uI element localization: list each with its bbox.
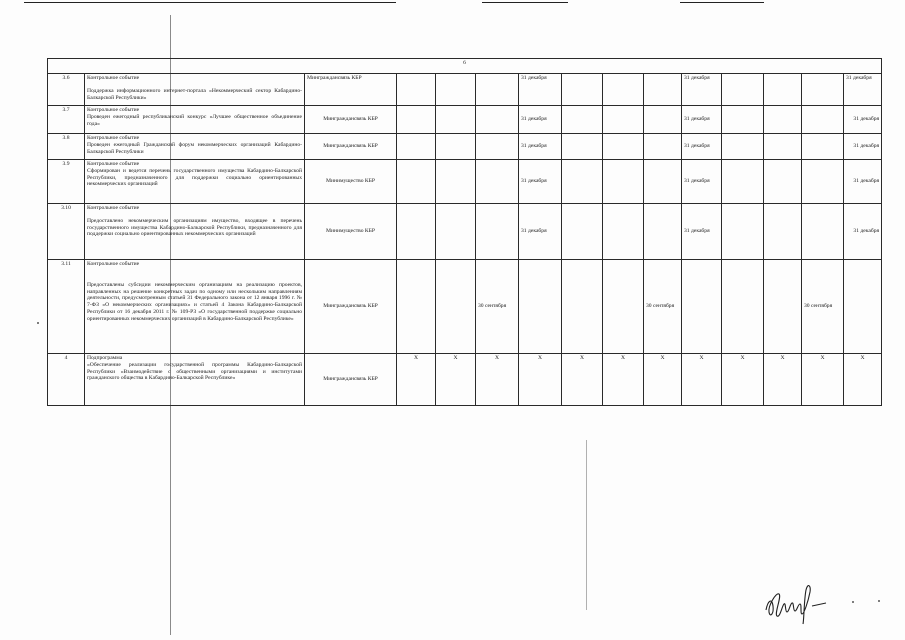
x-mark: X: [764, 354, 802, 406]
scan-speck: [878, 600, 880, 602]
date-cell: [436, 106, 476, 134]
date-cell: [476, 134, 519, 160]
date-cell: [476, 74, 519, 106]
date-cell: [644, 74, 682, 106]
row-executor: Минимущество КБР: [305, 160, 397, 204]
x-mark: X: [844, 354, 882, 406]
date-cell: [722, 74, 764, 106]
row-executor: Минграждансвязь КБР: [305, 134, 397, 160]
x-mark: X: [436, 354, 476, 406]
scan-speck: [852, 601, 854, 603]
schedule-table-body: [48, 59, 882, 406]
date-cell: [764, 260, 802, 354]
x-mark: X: [644, 354, 682, 406]
row-description: [85, 354, 305, 406]
row-text: Проведен ежегодный Гражданский форум некоммерческих организаций Кабардино-Балкарской Республики: [87, 141, 302, 155]
date-cell: 31 декабря: [844, 134, 882, 160]
date-cell: 31 декабря: [682, 160, 722, 204]
date-cell: [764, 160, 802, 204]
date-cell: 31 декабря: [682, 106, 722, 134]
row-description: [85, 260, 305, 354]
date-cell: [436, 160, 476, 204]
date-cell: [562, 74, 603, 106]
date-cell: [722, 160, 764, 204]
table-row: [48, 354, 882, 406]
row-number: 3.7: [48, 106, 85, 134]
row-text: Предоставлены субсидии некоммерческим организациям на реализацию проектов, направленных на решение конкретных задач по одному или нескольким направлениям деятельности, предусмотренным статьей 31 Федерального закона от 12 января 1996 г. № 7-ФЗ «О некоммерческих организациях» и статьей 4 Закона Кабардино-Балкарской Республики от 16 декабря 2011 г. № 109-РЗ «О государственной поддержке социально ориентированных некоммерческих организаций в Кабардино-Балкарской Республике»: [87, 281, 302, 322]
date-cell: [436, 74, 476, 106]
date-cell: [436, 260, 476, 354]
x-mark: X: [722, 354, 764, 406]
row-number: 3.6: [48, 74, 85, 106]
x-mark: X: [802, 354, 844, 406]
date-cell: [764, 74, 802, 106]
row-text: Поддержка информационного интернет-портала «Некоммерческий сектор Кабардино-Балкарской Республики»: [87, 87, 302, 101]
date-cell: [603, 260, 644, 354]
date-cell: [722, 204, 764, 260]
date-cell: [562, 160, 603, 204]
signature-icon: [760, 570, 840, 625]
date-cell: 31 декабря: [844, 204, 882, 260]
date-cell: [644, 160, 682, 204]
scan-speck: [37, 322, 39, 324]
date-cell: 31 декабря: [844, 74, 882, 106]
date-cell: [764, 106, 802, 134]
page-number: 6: [48, 59, 882, 74]
date-cell: [644, 106, 682, 134]
page-number-row: [48, 59, 882, 74]
row-executor: Минграждансвязь КБР: [305, 106, 397, 134]
date-cell: [764, 134, 802, 160]
x-mark: X: [682, 354, 722, 406]
date-cell: [397, 74, 436, 106]
date-cell: [476, 160, 519, 204]
row-description: [85, 106, 305, 134]
date-cell: [436, 204, 476, 260]
date-cell: 30 сентября: [476, 260, 519, 354]
x-mark: X: [397, 354, 436, 406]
date-cell: [397, 160, 436, 204]
date-cell: 30 сентября: [802, 260, 844, 354]
row-number: 3.10: [48, 204, 85, 260]
row-description: [85, 134, 305, 160]
date-cell: [722, 134, 764, 160]
date-cell: [397, 134, 436, 160]
row-label: Контрольное событие: [87, 135, 140, 141]
row-description: [85, 74, 305, 106]
schedule-table: [47, 58, 882, 406]
row-label: Подпрограмма: [87, 355, 123, 361]
date-cell: [397, 204, 436, 260]
date-cell: 31 декабря: [682, 74, 722, 106]
date-cell: [603, 134, 644, 160]
date-cell: [603, 106, 644, 134]
date-cell: [802, 160, 844, 204]
date-cell: [802, 204, 844, 260]
date-cell: 31 декабря: [844, 160, 882, 204]
x-mark: X: [562, 354, 603, 406]
scan-top-line-mid: [482, 2, 568, 3]
row-number: 3.9: [48, 160, 85, 204]
scan-top-line-left: [24, 2, 396, 3]
row-label: Контрольное событие: [87, 161, 140, 167]
date-cell: [476, 106, 519, 134]
row-number: 3.8: [48, 134, 85, 160]
date-cell: 31 декабря: [519, 204, 562, 260]
row-number: 4: [48, 354, 85, 406]
date-cell: [603, 74, 644, 106]
row-label: Контрольное событие: [87, 261, 140, 267]
row-description: [85, 204, 305, 260]
date-cell: [397, 260, 436, 354]
row-executor: Минимущество КБР: [305, 204, 397, 260]
date-cell: 31 декабря: [682, 134, 722, 160]
row-text: «Обеспечение реализации государственной программы Кабардино-Балкарской Республики «Взаимодействие с общественными организациями и институтами гражданского общества в Кабардино-Балкарской Республике»: [87, 361, 302, 382]
date-cell: [562, 204, 603, 260]
date-cell: [397, 106, 436, 134]
date-cell: 31 декабря: [519, 160, 562, 204]
date-cell: 31 декабря: [519, 106, 562, 134]
date-cell: [722, 260, 764, 354]
date-cell: 31 декабря: [682, 204, 722, 260]
row-text: Проведен ежегодный республиканский конкурс «Лучшее общественное объединение года»: [87, 113, 302, 127]
date-cell: 30 сентября: [644, 260, 682, 354]
date-cell: 31 декабря: [519, 74, 562, 106]
row-label: Контрольное событие: [87, 75, 140, 81]
x-mark: X: [519, 354, 562, 406]
table-row: [48, 106, 882, 134]
table-row: [48, 134, 882, 160]
table-row: [48, 260, 882, 354]
date-cell: [562, 134, 603, 160]
date-cell: 31 декабря: [519, 134, 562, 160]
date-cell: [644, 134, 682, 160]
date-cell: 31 декабря: [844, 106, 882, 134]
row-label: Контрольное событие: [87, 107, 140, 113]
date-cell: [802, 134, 844, 160]
x-mark: X: [603, 354, 644, 406]
scan-top-line-right: [680, 2, 764, 3]
date-cell: [603, 204, 644, 260]
row-text: Сформирован и ведется перечень государственного имущества Кабардино-Балкарской Республики, предназначенного для поддержки социально ориентированных некоммерческих организаций: [87, 167, 302, 188]
date-cell: [562, 106, 603, 134]
table-row: [48, 74, 882, 106]
date-cell: [519, 260, 562, 354]
row-executor: Минграждансвязь КБР: [305, 260, 397, 354]
table-row: [48, 160, 882, 204]
row-number: 3.11: [48, 260, 85, 354]
date-cell: [682, 260, 722, 354]
date-cell: [562, 260, 603, 354]
date-cell: [764, 204, 802, 260]
row-executor: Минграждансвязь КБР: [305, 354, 397, 406]
date-cell: [844, 260, 882, 354]
date-cell: [722, 106, 764, 134]
date-cell: [603, 160, 644, 204]
date-cell: [802, 74, 844, 106]
x-mark: X: [476, 354, 519, 406]
row-description: [85, 160, 305, 204]
table-row: [48, 204, 882, 260]
date-cell: [436, 134, 476, 160]
row-executor: Минграждансвязь КБР: [305, 74, 397, 106]
row-label: Контрольное событие: [87, 205, 140, 211]
scan-fold-line-2: [586, 440, 587, 610]
date-cell: [802, 106, 844, 134]
date-cell: [644, 204, 682, 260]
row-text: Предоставлено некоммерческим организациям имущество, входящее в перечень государственного имущества Кабардино-Балкарской Республики, предназначенного для поддержки социально ориентированных некоммерческих организаций: [87, 217, 302, 238]
date-cell: [476, 204, 519, 260]
